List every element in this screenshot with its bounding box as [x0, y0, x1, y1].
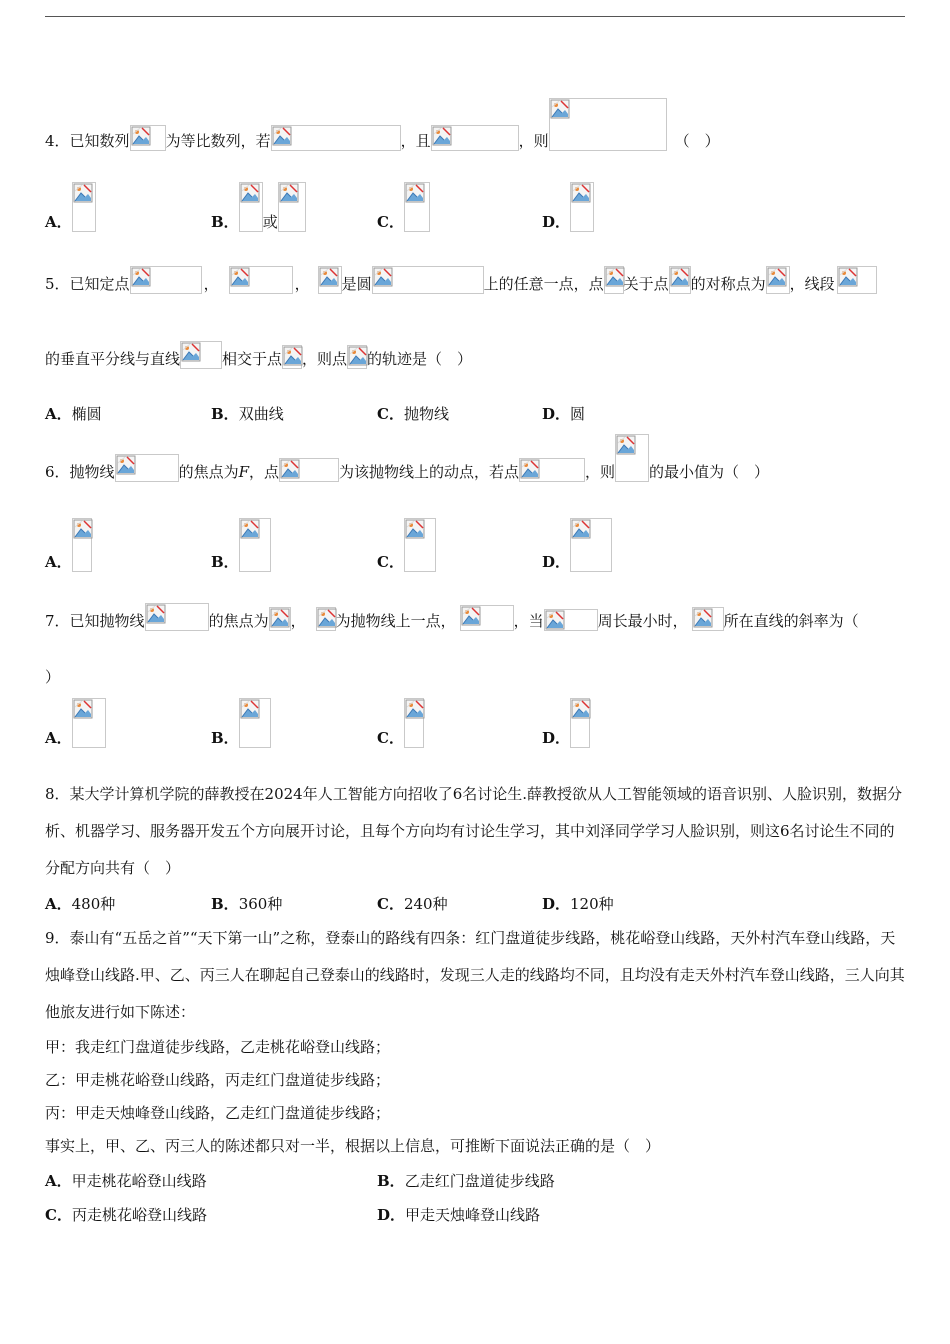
- statement-jia: 甲：我走红门盘道徒步线路，乙走桃花峪登山线路；: [45, 1038, 391, 1056]
- formula-image: [229, 266, 293, 294]
- option-image: [404, 518, 436, 572]
- q7-options: A． B． C． D．: [0, 698, 950, 750]
- option-image: [239, 518, 271, 572]
- broken-image-icon: [240, 183, 260, 203]
- formula-image: [460, 605, 514, 631]
- formula-image: [347, 345, 367, 369]
- formula-image: [766, 266, 790, 294]
- formula-image: [372, 266, 484, 294]
- broken-image-icon: [405, 183, 425, 203]
- q6-options: A． B． C． D．: [0, 518, 950, 574]
- question-8: [45, 776, 905, 887]
- formula-image: [180, 341, 222, 369]
- formula-image: [269, 607, 291, 631]
- formula-image: [549, 98, 667, 151]
- statement-bing: 丙：甲走天烛峰登山线路，乙走红门盘道徒步线路；: [45, 1104, 391, 1122]
- formula-image: [271, 125, 401, 151]
- question-number: 5．: [45, 275, 70, 293]
- formula-image: [544, 609, 598, 631]
- formula-image: [604, 266, 624, 294]
- option-image: [570, 182, 594, 232]
- formula-image: [115, 454, 179, 482]
- formula-image: [145, 603, 209, 631]
- formula-image: [519, 458, 585, 482]
- question-number: 7．: [45, 612, 70, 630]
- question-number: 6．: [45, 463, 70, 481]
- option-image: [72, 698, 106, 748]
- option-image: [404, 698, 424, 748]
- formula-image: [431, 125, 519, 151]
- statement-yi: 乙：甲走桃花峪登山线路，丙走红门盘道徒步线路；: [45, 1071, 391, 1089]
- question-9: [45, 920, 905, 1031]
- fact-statement: 事实上，甲、乙、丙三人的陈述都只对一半，根据以上信息，可推断下面说法正确的是（ ）: [45, 1137, 661, 1155]
- q9-options-row-2: C．丙走桃花峪登山线路 D．甲走天烛峰登山线路: [45, 1206, 541, 1224]
- option-image: [570, 698, 590, 748]
- option-image: [72, 518, 92, 572]
- formula-image: [615, 434, 649, 482]
- q9-options-row-1: A．甲走桃花峪登山线路 B．乙走红门盘道徒步线路: [45, 1172, 555, 1190]
- question-text: 泰山有“五岳之首”“天下第一山”之称，登泰山的路线有四条：红门盘道徒步线路，桃花峪登山线路，天外村汽车登山线路，天烛峰登山线路.甲、乙、丙三人在聊起自己登泰山的线路时，发现三人走的线路均不同，且均没有走天外村汽车登山线路，三人向其他旅友进行如下陈述：: [45, 929, 905, 1021]
- formula-image: [692, 607, 724, 631]
- q4-options: A． B． 或 C． D．: [0, 182, 950, 234]
- question-number: 8．: [45, 785, 70, 803]
- formula-image: [130, 266, 202, 294]
- q8-options: A．480种 B．360种 C．240种 D．120种: [45, 895, 614, 913]
- option-image: [239, 182, 263, 232]
- formula-image: [837, 266, 877, 294]
- header-rule: [45, 16, 905, 17]
- option-image: [72, 182, 96, 232]
- question-7-line-2: ）: [45, 668, 61, 686]
- formula-image: [669, 266, 691, 294]
- broken-image-icon: [131, 126, 151, 146]
- broken-image-icon: [73, 183, 93, 203]
- broken-image-icon: [272, 126, 292, 146]
- formula-image: [316, 607, 336, 631]
- option-image: [570, 518, 612, 572]
- broken-image-icon: [571, 183, 591, 203]
- question-6: 6．抛物线 的焦点为F，点 为该抛物线上的动点，若点 ，则 的最小值为（ ）: [45, 434, 905, 482]
- question-5-line-1: 5．已知定点 ， ， 是圆 上的任意一点，点 关于点 的对称点为 ，线段: [45, 266, 905, 294]
- question-5-line-2: 的垂直平分线与直线 相交于点 ，则点 的轨迹是（ ）: [45, 341, 905, 369]
- question-number: 4．: [45, 132, 70, 150]
- formula-image: [282, 345, 302, 369]
- question-number: 9．: [45, 929, 70, 947]
- broken-image-icon: [550, 99, 570, 119]
- formula-image: [279, 458, 339, 482]
- question-text: 某大学计算机学院的薛教授在2024年人工智能方向招收了6名讨论生.薛教授欲从人工智能领域的语音识别、人脸识别，数据分析、机器学习、服务器开发五个方向展开讨论，且每个方向均有讨论生学习，其中刘泽同学学习人脸识别，则这6名讨论生不同的分配方向共有（ ）: [45, 785, 903, 877]
- formula-image: [318, 266, 342, 294]
- question-7-line-1: 7．已知抛物线 的焦点为 ， 为抛物线上一点， ，当 周长最小时， 所在直线的斜率为（: [45, 603, 905, 631]
- broken-image-icon: [279, 183, 299, 203]
- option-image: [278, 182, 306, 232]
- broken-image-icon: [432, 126, 452, 146]
- formula-image: [130, 125, 166, 151]
- option-image: [404, 182, 430, 232]
- option-image: [239, 698, 271, 748]
- question-4: 4．已知数列 为等比数列，若 ，且 ，则 （ ）: [45, 98, 905, 151]
- q5-options: A．椭圆 B．双曲线 C．抛物线 D．圆: [45, 405, 586, 423]
